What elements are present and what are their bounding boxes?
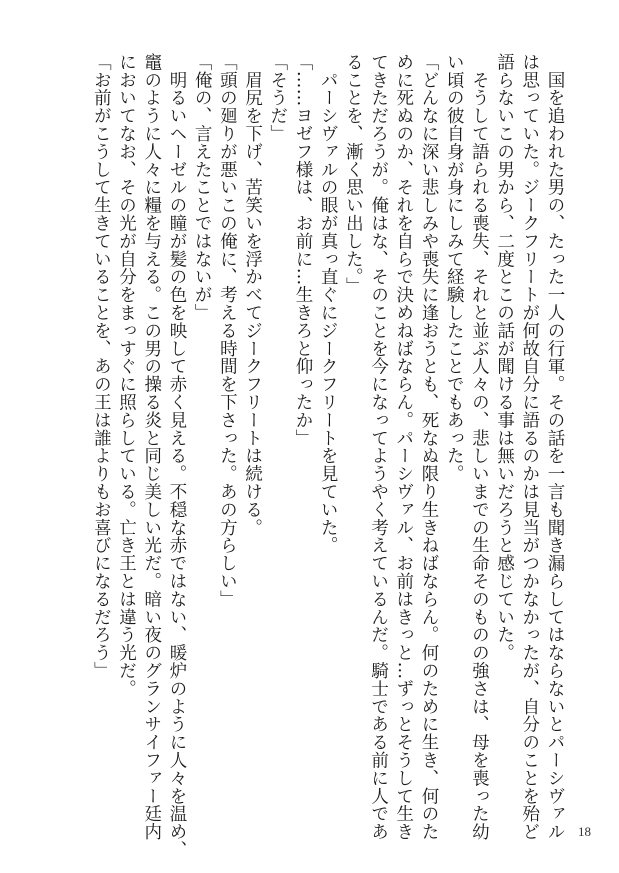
text-line: てきただろうが。俺はな、そのことを今になってようやく考えているんだ。騎士である前に人であ: [368, 53, 389, 841]
text-line: 「そうだ」: [267, 53, 288, 143]
text-line: い頃の彼自身が身にしみて経験したことでもあった。: [444, 53, 465, 483]
text-line: 明るいヘーゼルの瞳が髪の色を映して赤く見える。不穏な赤ではない、暖炉のように人々を温め、: [166, 53, 187, 859]
text-line: 竈のように人々に糧を与える。この男の操る炎と同じ美しい光だ。暗い夜のグランサイファー廷内: [141, 53, 162, 841]
text-line: そうして語られる喪失、それと並ぶ人々の、悲しいまでの生命そのものの強さは、母を喪った幼: [469, 53, 490, 841]
text-line: 語らないこの男から、二度とこの話が聞ける事は無いだろうと感じていた。: [494, 53, 515, 662]
text-line: パーシヴァルの眼が真っ直ぐにジークフリートを見ていた。: [318, 53, 339, 555]
text-line: 「お前がこうして生きていることを、あの王は誰よりもお喜びになるだろう」: [91, 53, 112, 680]
vertical-text-body: [88, 53, 567, 859]
text-line: 「どんなに深い悲しみや喪失に逢おうとも、死なぬ限り生きねばならん。何のために生き、何のた: [418, 53, 439, 841]
text-line: 「頭の廻りが悪いこの俺に、考える時間を下さった。あの方らしい」: [217, 53, 238, 608]
text-line: 国を追われた男の、たった一人の行軍。その話を一言も聞き漏らしてはならないとパーシヴァル: [545, 53, 565, 841]
text-line: ることを、漸く思い出した。」: [343, 53, 364, 295]
text-line: 「俺の、言えたことではないが」: [192, 53, 213, 322]
text-line: 眉尻を下げ、苦笑いを浮かべてジークフリートは続ける。: [242, 53, 263, 537]
text-line: は思っていた。ジークフリートが何故自分に語るのかは見当がつかなかったが、自分のことを殆ど: [519, 53, 540, 841]
text-line: においてなお、その光が自分をまっすぐに照らしている。亡き王とは違う光だ。: [116, 53, 137, 698]
text-line: めに死ぬのか、それを自らで決めねばならん。パーシヴァル、お前はきっと…ずっとそうして生き: [393, 53, 414, 841]
page-number: 18: [578, 824, 591, 839]
text-line: 「……ヨゼフ様は、お前に…生きろと仰ったか」: [292, 53, 313, 447]
